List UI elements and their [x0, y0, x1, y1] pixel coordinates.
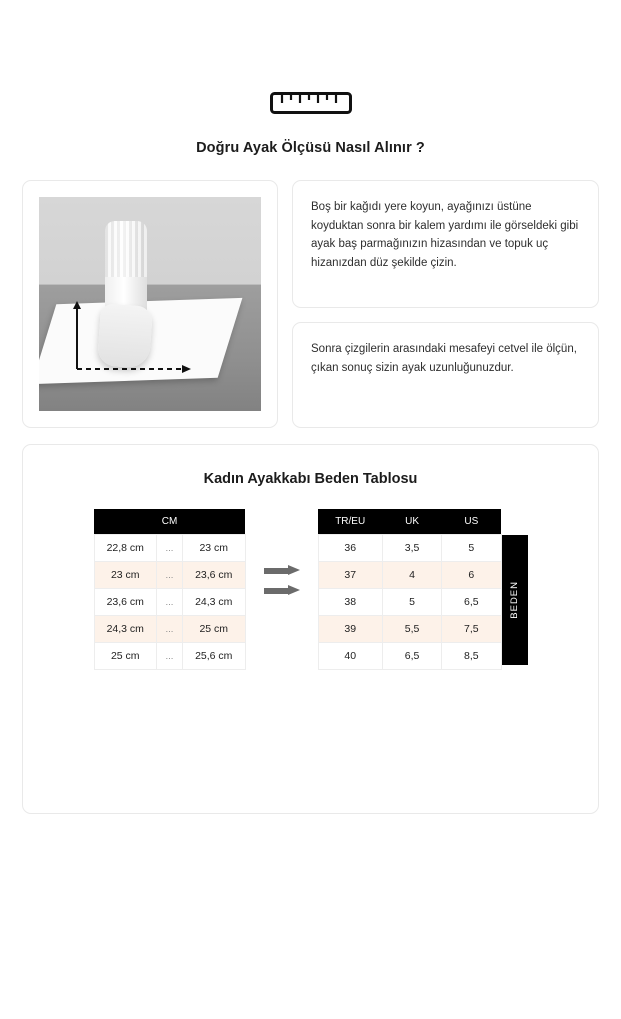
cm-to: 24,3 cm [183, 589, 246, 616]
size-table-title: Kadın Ayakkabı Beden Tablosu [203, 471, 418, 487]
size-eu: 37 [318, 562, 382, 589]
size-us: 5 [442, 535, 501, 562]
measure-photo-card [22, 180, 278, 428]
cm-sep: ... [157, 616, 183, 643]
table-row [94, 562, 245, 589]
size-us: 6 [442, 562, 501, 589]
size-conversion-table [318, 509, 502, 670]
size-header-us: US [442, 509, 501, 535]
arrow-right-icon [264, 585, 300, 596]
cm-to: 23,6 cm [183, 562, 246, 589]
cm-from: 23,6 cm [94, 589, 157, 616]
table-row [318, 535, 501, 562]
table-row [318, 616, 501, 643]
table-row [94, 616, 245, 643]
cm-from: 25 cm [94, 643, 157, 670]
table-row [318, 643, 501, 670]
steps-section [22, 180, 599, 428]
measure-arrow-icon [69, 299, 195, 377]
cm-sep: ... [157, 535, 183, 562]
size-uk: 3,5 [382, 535, 441, 562]
size-header-uk: UK [382, 509, 441, 535]
size-uk: 5 [382, 589, 441, 616]
table-row [318, 562, 501, 589]
size-eu: 40 [318, 643, 382, 670]
instruction-card-1: Boş bir kağıdı yere koyun, ayağınızı üstüne koyduktan sonra bir kalem yardımı ile görseldeki gibi ayak baş parmağınızın hizasından ve topuk uç hizanızdan düz şekilde çizin. [292, 180, 599, 308]
page-title: Doğru Ayak Ölçüsü Nasıl Alınır ? [196, 140, 425, 156]
arrow-right-icon [264, 565, 300, 576]
cm-to: 23 cm [183, 535, 246, 562]
cm-sep: ... [157, 643, 183, 670]
size-eu: 38 [318, 589, 382, 616]
cm-from: 24,3 cm [94, 616, 157, 643]
size-us: 6,5 [442, 589, 501, 616]
size-us: 7,5 [442, 616, 501, 643]
cm-table [94, 509, 246, 670]
size-us: 8,5 [442, 643, 501, 670]
cm-to: 25 cm [183, 616, 246, 643]
instructions-column [292, 180, 599, 428]
table-row [94, 643, 245, 670]
beden-side-label [502, 535, 528, 665]
cm-sep: ... [157, 589, 183, 616]
size-guide-page [0, 88, 621, 1019]
size-eu: 39 [318, 616, 382, 643]
cm-from: 22,8 cm [94, 535, 157, 562]
cm-sep: ... [157, 562, 183, 589]
arrows-group [246, 565, 318, 596]
cm-from: 23 cm [94, 562, 157, 589]
table-row [94, 589, 245, 616]
foot-measure-photo [39, 197, 261, 411]
beden-side-label-text: BEDEN [509, 581, 520, 619]
table-row [94, 535, 245, 562]
size-uk: 4 [382, 562, 441, 589]
size-eu: 36 [318, 535, 382, 562]
table-row [318, 589, 501, 616]
cm-table-header: CM [94, 509, 245, 535]
ruler-icon [270, 88, 352, 118]
cm-to: 25,6 cm [183, 643, 246, 670]
size-table-card [22, 444, 599, 814]
size-uk: 6,5 [382, 643, 441, 670]
tables-row [43, 509, 578, 670]
size-uk: 5,5 [382, 616, 441, 643]
instruction-card-2: Sonra çizgilerin arasındaki mesafeyi cetvel ile ölçün, çıkan sonuç sizin ayak uzunluğunuzdur. [292, 322, 599, 428]
size-header-eu: TR/EU [318, 509, 382, 535]
ruler-icon-wrap [22, 88, 599, 118]
